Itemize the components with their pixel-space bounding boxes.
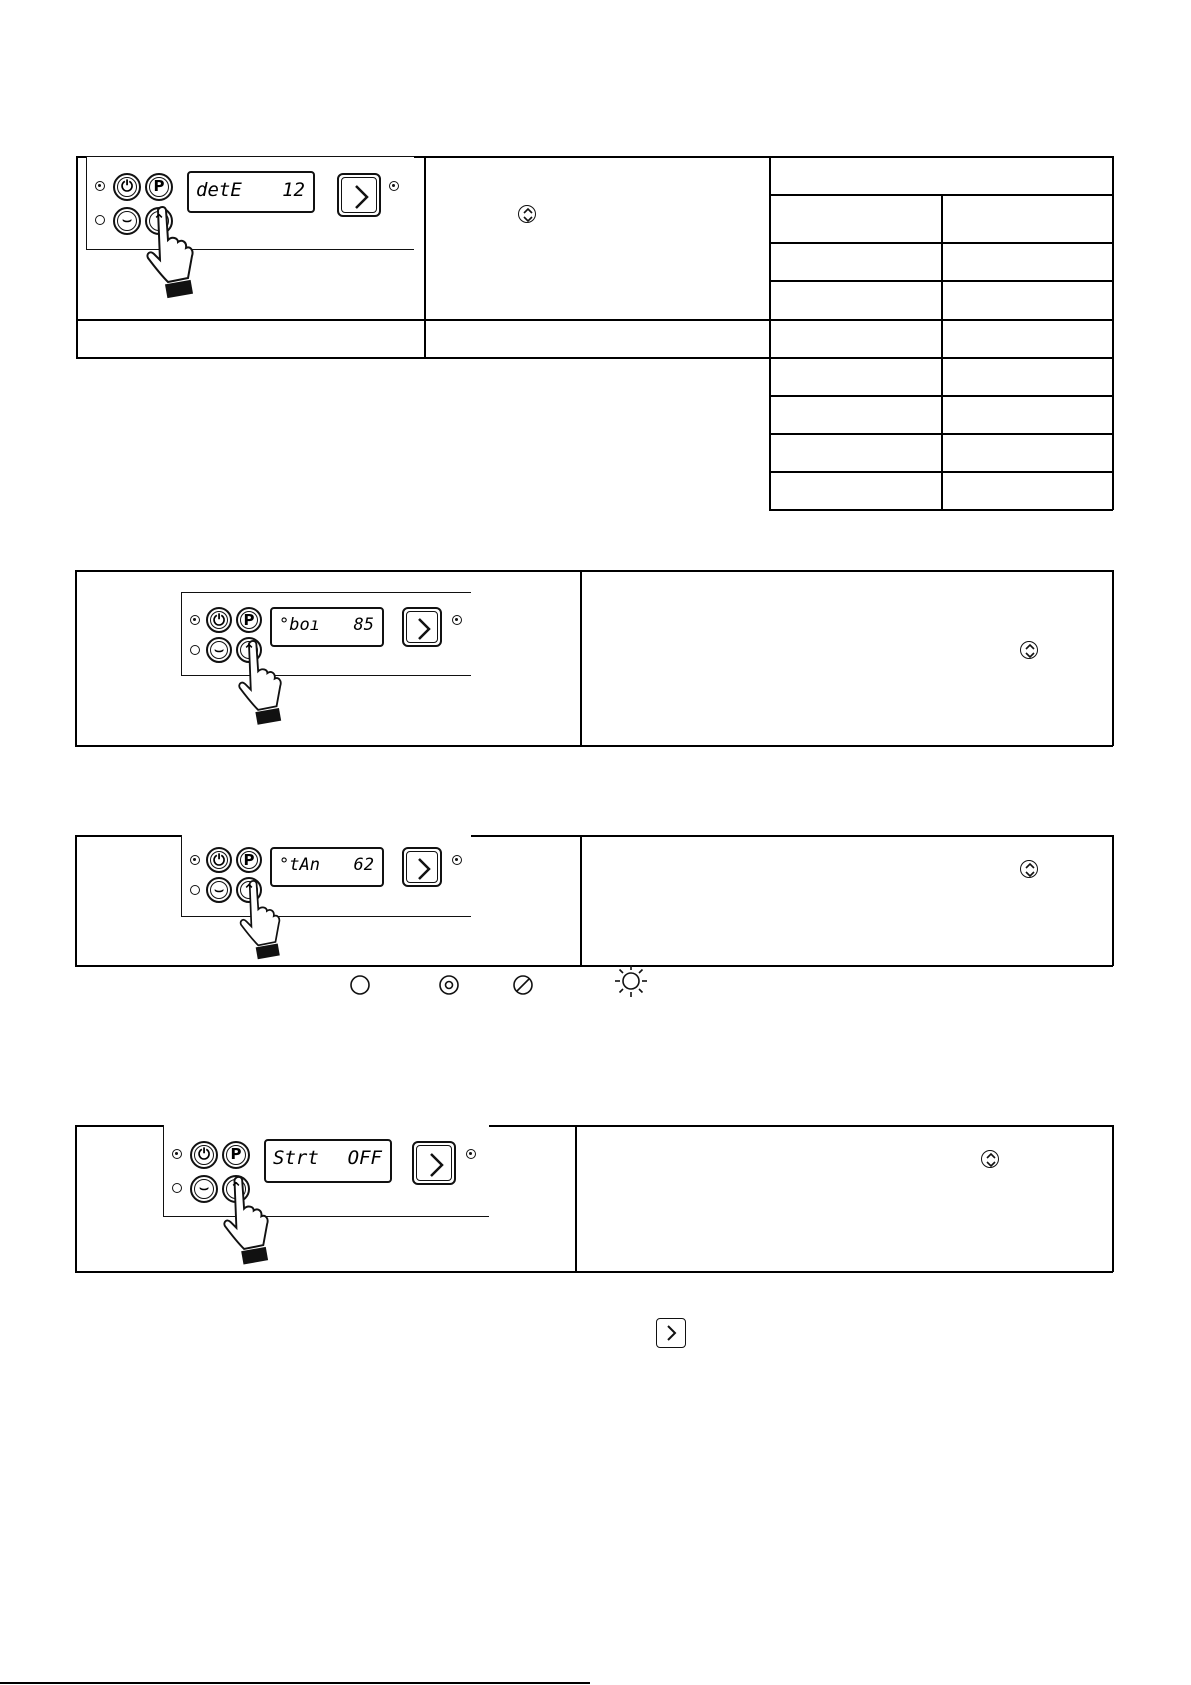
table4-mid-divider bbox=[575, 1125, 577, 1272]
display-3-left: °tAn bbox=[279, 855, 320, 875]
control-panel-4 bbox=[163, 1125, 489, 1217]
up-down-arrow-icon bbox=[981, 1150, 999, 1168]
display-1-right: 12 bbox=[282, 179, 305, 201]
led-bottom-icon bbox=[190, 885, 200, 895]
wash-icon[interactable]: ⌣ bbox=[113, 207, 141, 235]
table3-bottom-border bbox=[75, 965, 1113, 967]
led-bottom-icon bbox=[190, 645, 200, 655]
display-4-right: OFF bbox=[347, 1147, 382, 1169]
table2-left-border bbox=[75, 570, 77, 746]
sun-icon bbox=[614, 964, 648, 998]
table1-right-border bbox=[1112, 156, 1114, 510]
up-down-arrow-icon bbox=[518, 205, 536, 223]
table1-h-row bbox=[769, 280, 1113, 282]
up-down-arrow-icon[interactable]: ⌃ bbox=[236, 637, 262, 663]
up-down-arrow-icon[interactable]: ⌃ bbox=[222, 1175, 250, 1203]
table1-h-row bbox=[769, 194, 1113, 196]
led-top-icon bbox=[190, 615, 200, 625]
table1-h-row bbox=[769, 242, 1113, 244]
program-p-icon[interactable]: P bbox=[222, 1141, 250, 1169]
table3-mid-divider bbox=[580, 835, 582, 966]
next-chevron-icon bbox=[656, 1318, 686, 1348]
table3-left-border bbox=[75, 835, 77, 966]
power-icon[interactable]: ⏻ bbox=[206, 607, 232, 633]
display-4-left: Strt bbox=[273, 1147, 319, 1169]
display-2-left: °boı bbox=[279, 615, 320, 635]
power-icon[interactable]: ⏻ bbox=[190, 1141, 218, 1169]
up-down-arrow-icon[interactable]: ⌃ bbox=[145, 207, 173, 235]
table4-left-border bbox=[75, 1125, 77, 1272]
power-icon[interactable]: ⏻ bbox=[206, 847, 232, 873]
up-down-arrow-icon[interactable]: ⌃ bbox=[236, 877, 262, 903]
table1-col1-divider bbox=[424, 156, 426, 358]
display-2-right: 85 bbox=[353, 615, 374, 635]
program-p-icon[interactable]: P bbox=[236, 847, 262, 873]
up-down-arrow-icon bbox=[1020, 860, 1038, 878]
table2-top-border bbox=[75, 570, 1113, 572]
program-p-icon[interactable]: P bbox=[236, 607, 262, 633]
led-top-icon bbox=[95, 181, 105, 191]
table2-right-border bbox=[1112, 570, 1114, 746]
table1-bottom-border bbox=[76, 357, 770, 359]
program-p-icon[interactable]: P bbox=[145, 173, 173, 201]
led-right-icon bbox=[389, 181, 399, 191]
next-chevron-icon[interactable] bbox=[402, 847, 442, 887]
next-chevron-icon[interactable] bbox=[337, 173, 381, 217]
led-bottom-icon bbox=[95, 215, 105, 225]
table1-h-row bbox=[769, 433, 1113, 435]
wash-icon[interactable]: ⌣ bbox=[206, 877, 232, 903]
power-icon[interactable]: ⏻ bbox=[113, 173, 141, 201]
control-panel-1 bbox=[86, 156, 414, 250]
wash-icon[interactable]: ⌣ bbox=[206, 637, 232, 663]
wash-icon[interactable]: ⌣ bbox=[190, 1175, 218, 1203]
control-panel-3 bbox=[181, 835, 471, 917]
table1-row-divider bbox=[76, 319, 1113, 321]
table2-bottom-border bbox=[75, 745, 1113, 747]
display-1-left: detE bbox=[196, 179, 242, 201]
circle-slash-icon bbox=[512, 974, 534, 996]
table1-h-row bbox=[769, 509, 1113, 511]
table1-h-row bbox=[769, 395, 1113, 397]
table1-h-row bbox=[769, 357, 1113, 359]
led-right-icon bbox=[466, 1149, 476, 1159]
led-right-icon bbox=[452, 615, 462, 625]
control-panel-2 bbox=[181, 592, 471, 676]
table1-col2-divider bbox=[769, 156, 771, 510]
circle-dot-icon bbox=[438, 974, 460, 996]
table1-left-border bbox=[76, 156, 78, 358]
next-chevron-icon[interactable] bbox=[412, 1141, 456, 1185]
table4-right-border bbox=[1112, 1125, 1114, 1272]
led-top-icon bbox=[190, 855, 200, 865]
table3-right-border bbox=[1112, 835, 1114, 966]
table1-h-row bbox=[769, 471, 1113, 473]
circle-open-icon bbox=[349, 974, 371, 996]
led-top-icon bbox=[172, 1149, 182, 1159]
display-3-right: 62 bbox=[353, 855, 374, 875]
display-1 bbox=[187, 171, 315, 213]
up-down-arrow-icon bbox=[1020, 641, 1038, 659]
led-bottom-icon bbox=[172, 1183, 182, 1193]
display-4 bbox=[264, 1139, 392, 1183]
page-bottom-rule bbox=[0, 1682, 590, 1684]
table2-mid-divider bbox=[580, 570, 582, 746]
next-chevron-icon[interactable] bbox=[402, 607, 442, 647]
led-right-icon bbox=[452, 855, 462, 865]
